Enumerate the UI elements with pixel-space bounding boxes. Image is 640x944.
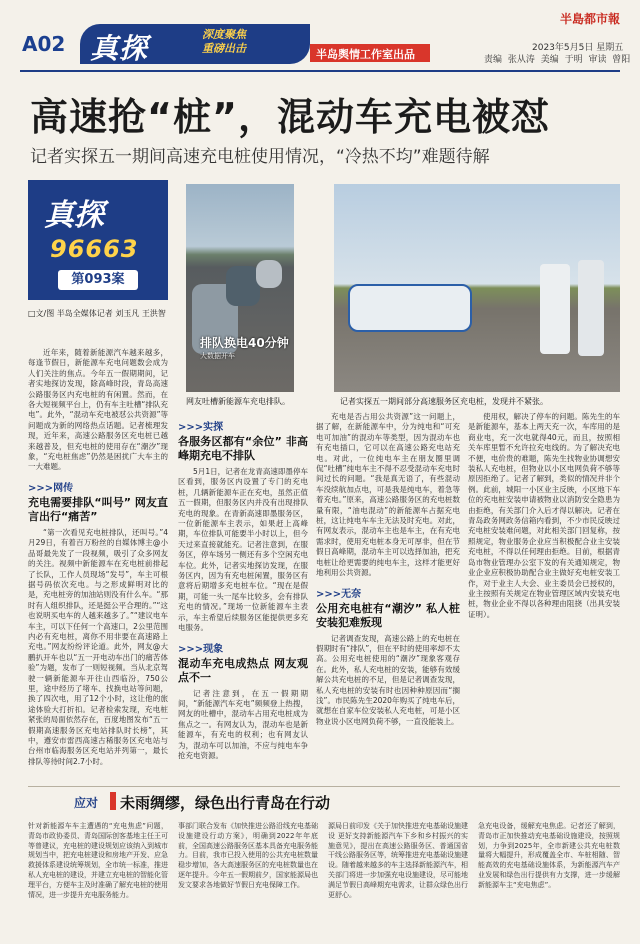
logo-title: 真探	[44, 198, 104, 233]
logo-case-number: 第093案	[58, 270, 138, 290]
section-title: 各服务区都有“余位” 非高峰期充电不排队	[178, 435, 308, 462]
section-tag: >>>网传	[28, 482, 74, 494]
section-tag: >>>现象	[178, 643, 224, 655]
column-slogan-line2: 重磅出击	[202, 42, 246, 55]
section-body: 5月1日，记者在龙青高速即墨停车区看到，服务区内设置了专门的充电桩，几辆新能源车正在充电，虽然正值五一假期，但服务区内并没有出现排队充电的现象。在青新高速即墨服务区，一位新能源车主表示，如果赶上高峰期，车位排队可能要半小时以上，但今天过来直接就能充。记者注意到，在服务区，停车场另一侧还有多个空闲充电车位。此外，记者实地探访发现，在服务区内，因为有充电桩闲置，服务区有意将后期增多充电桩车位。“现在是假期，可能一头一尾车比较多，会有排队充电的情况。”现场一位新能源车主表示，车主希望后续服务区能提供更多充电服务。	[178, 467, 308, 633]
section-title: 公用充电桩有“潮汐” 私人桩安装犯难叛现	[316, 601, 460, 629]
section-body: 记者注意到，在五一假期期间，“新能源汽车充电”频频登上热搜，网友的吐槽中，混动车占用充电桩成为焦点之一。有网友认为，混动车也是新能源车，有充电的权利；也有网友认为，混动车可以加油，不应与纯电车争抢充电资源。	[178, 688, 308, 760]
photo-caption-1: 网友吐槽新能源车充电排队。	[186, 397, 290, 406]
section-body: 使用权，解决了停车的问题。陈先生的车是新能源车，基本上两天充一次，车库用的是商业电，充一次电就得40元，而且，按照相关车库里暂不允许拉充电线的。为了解决充电不便，电价贵的难题，陈先生找物业协调想安装私人充电桩，但物业以小区电网负荷不够等原因拒绝了。记者了解到，类似的情况并非个例。此前，城阳一小区业主反映，小区地下车位的充电桩安装申请被物业以消防安全隐患为由拒绝，有关部门介入后才得以解决。记者在青岛政务网政务信箱内看到，不少市民反映过充电桩安装难问题，对此相关部门回复称，按照规定，物业服务企业应当积极配合业主安装充电桩，不得以任何理由拒绝。目前，根据青岛市物业管理办公室下发的有关通知规定，物业企业应积极协助配合业主做好充电桩安装工作，对于业主人大会、业主委员会已授权的，业主按照有关规定在物业管理区域内安装充电桩，物业企业不得以各种理由阻挠（出具安装证明）。	[468, 412, 620, 619]
car-shape	[348, 284, 472, 332]
photo-overlay-text: 排队换电40分钟	[200, 336, 289, 350]
header-rule	[20, 70, 620, 72]
car-shape	[226, 266, 260, 306]
article-column-3	[316, 412, 460, 778]
section-body: “第一次看见充电桩排队，还叫号。”4月29日，有着百万粉丝的自媒体博主@小品哥最先发了一段视频，吸引了众多网友的关注。视频中新能源车在充电桩前排起了长队，工作人员现场“发号”，车主可根据号码依次充电。与之形成鲜明对比的是，充电桩旁的加油站则没有什么车。“那时有人组织排队，还是挺公平合理的。”“这也说明买电车的人越来越多了。”“建议电车车主，可以下任何一个高速口，2公里范围内必有充电桩，离你不用非要在高速路上充电。”网友纷纷评论道。此外，网友@大鹏扒开车也以“五一开电动车出门的痛苦体验”为题，发布了一则短视频。当从北京驾驶一辆新能源车开往山西临汾，750公里，途中经历了堵车、找换电站等问题，换了四次电，用了12个小时，这让他的旅途体验大打折扣。记者检索发现，充电桩紧张的局面依然存在，百度地图发布“五一假期高速服务区充电站排队时长榜”，其中，遵安市雷西高速古稀服务区充电站与台州市临海服务区充电站并列第一，最长排队等待时间2.7小时。	[28, 527, 168, 766]
column-slogan	[202, 28, 246, 56]
article-column-1	[28, 348, 168, 778]
article-column-2	[178, 412, 308, 778]
editor-credits: 责编 张从涛 美编 于明 审读 曾阳	[484, 55, 631, 65]
logo-hotline: 96663	[50, 235, 139, 263]
section-title: 充电需要排队“叫号” 网友直言出行“痛苦”	[28, 495, 168, 523]
section-tag: >>>实探	[178, 422, 224, 433]
section-body: 记者调查发现，高速公路上的充电桩在假期时有“排队”，但在平时的使用率却不太高。公用充电桩使用的“潮汐”现象客观存在。此外，私人充电桩的安装，能够有效缓解公共充电桩的不足，但是记者调查发现，私人充电桩的安装有时也因种种原因而“搁浅”。市民陈先生2020年购买了纯电车后，就想在自家车位安装私人充电桩，可是小区物业说小区电网负荷不够，一直没能装上。	[316, 633, 460, 726]
issue-date: 2023年5月5日 星期五	[532, 43, 624, 53]
sidebar-rule	[28, 786, 620, 787]
subheadline: 记者实探五一期间高速充电桩使用情况，“冷热不均”难题待解	[30, 147, 490, 167]
sidebar-accent	[110, 792, 116, 810]
sidebar-column-2: 事部门联合发布《加快推进公路沿线充电基础设施建设行动方案》，明确到2022年年底前，全国高速公路服务区基本具备充电服务能力。目前，我市已投入使用的公共充电桩数量稳步增加，各大高速服务区的充电桩数量也在逐年提升。今年五一假期前夕，国家能源局也发文要求各地做好节假日充电保障工作。	[178, 822, 318, 889]
column-logo	[28, 180, 168, 300]
paper-logo: 半島都市報	[559, 12, 620, 26]
charger-shape	[540, 264, 570, 354]
page-number: A02	[22, 32, 66, 56]
sidebar-column-3: 源局日前印发《关于加快推进充电基础设施建设 更好支持新能源汽车下乡和乡村振兴的实施意见》，提出在高速公路服务区、普通国省干线公路服务区等，统筹推进充电基础设施建设。随着越来越多的车主选择新能源汽车，相关部门将进一步加强充电设施建设，尽可能地满足节假日高峰期充电需求，让群众绿色出行更舒心。	[328, 822, 468, 899]
car-shape	[256, 260, 282, 288]
photo-caption-2: 记者实探五一期间部分高速服务区充电桩，发现并不紧张。	[340, 397, 548, 406]
column-slogan-line1: 深度聚焦	[202, 28, 246, 41]
photo-overlay-small: 大数据开车	[200, 352, 235, 360]
section-title: 混动车充电成热点 网友观点不一	[178, 656, 308, 684]
byline: □文/图 半岛全媒体记者 刘玉凡 王洪智	[28, 309, 166, 318]
charger-shape	[578, 260, 604, 356]
column-badge	[80, 24, 310, 64]
studio-credit: 半岛舆情工作室出品	[316, 48, 415, 61]
headline: 高速抢“桩”，混动车充电被怼	[30, 95, 550, 139]
article-column-4	[468, 412, 620, 778]
photo-service-area	[334, 184, 620, 392]
sidebar-title: 未雨绸缪，绿色出行青岛在行动	[120, 794, 331, 812]
sidebar-column-4: 急充电设备，缓解充电焦虑。记者还了解到，青岛市正加快推动充电基础设施建设，按照规划，力争到2025年，全市新建公共充电桩数量将大幅提升，形成覆盖全市、车桩相随、智能高效的充电基础设施体系，为新能源汽车产业发展和绿色出行提供有力支撑，进一步缓解新能源车主“充电焦虑”。	[478, 822, 620, 889]
sidebar-tag: 应对	[74, 796, 99, 810]
lead-paragraph: 近年来，随着新能源汽车越来越多，每逢节假日，新能源车充电问题数会成为人们关注的焦点。今年五一假期期间，记者实地探访发现，除高峰时段，青岛高速公路服务区内充电桩的有闲置。然而，在各大短视频平台上，仍有车主吐槽“排队充电”。此外，“混动车充电被怼公共资源”等问题成为新的网络热点话题。记者梳理发现，近年来，高速公路服务区充电桩已越来越普及，但充电桩的使用存在“潮汐”现象，“充电桩焦虑”仍然是困扰广大车主的一大难题。	[28, 348, 168, 472]
section-body: 充电是否占用公共资源”这一问题上，据了解，在新能源车中，分为纯电和“可充电可加油”的混动车等类型，因为混动车也有充电插口，它可以在高速公路充电站充电。对此，一位纯电车主在朋友圈里调侃“吐槽”纯电车主不得不忍受混动车充电时间过长的问题。“我是真无语了，有些混动车没续航加点电，可是我是纯电车，着急等着充电。”原来，高速公路服务区的充电桩数量有限，“油电混动”的新能源车占据充电桩，这让纯电车车主无法及时充电。对此，有网友表示，混动车主也是车主，在有充电需求时，使用充电桩本身无可厚非，但在节假日高峰期，混动车主可以选择加油，把充电桩让给更需要的纯电车主，这样才能更好地利用公共资源。	[316, 412, 460, 578]
column-name: 真探	[90, 32, 149, 65]
sidebar-column-1: 针对新能源车车主遭遇的“充电焦虑”问题，青岛市政协委员、青岛国际创客基地主任王可等曾建议，充电桩的建设规划应该纳入到城市规划当中，把充电桩建设和房地产开发、应急救援体系建设统筹规划，全市统一标准，推进私人充电桩的建设，并建立充电桩的智能化管理平台，方便车主及时准确了解充电桩的使用情况，进一步提升充电服务能力。	[28, 822, 168, 899]
section-tag: >>>无奈	[316, 588, 362, 600]
